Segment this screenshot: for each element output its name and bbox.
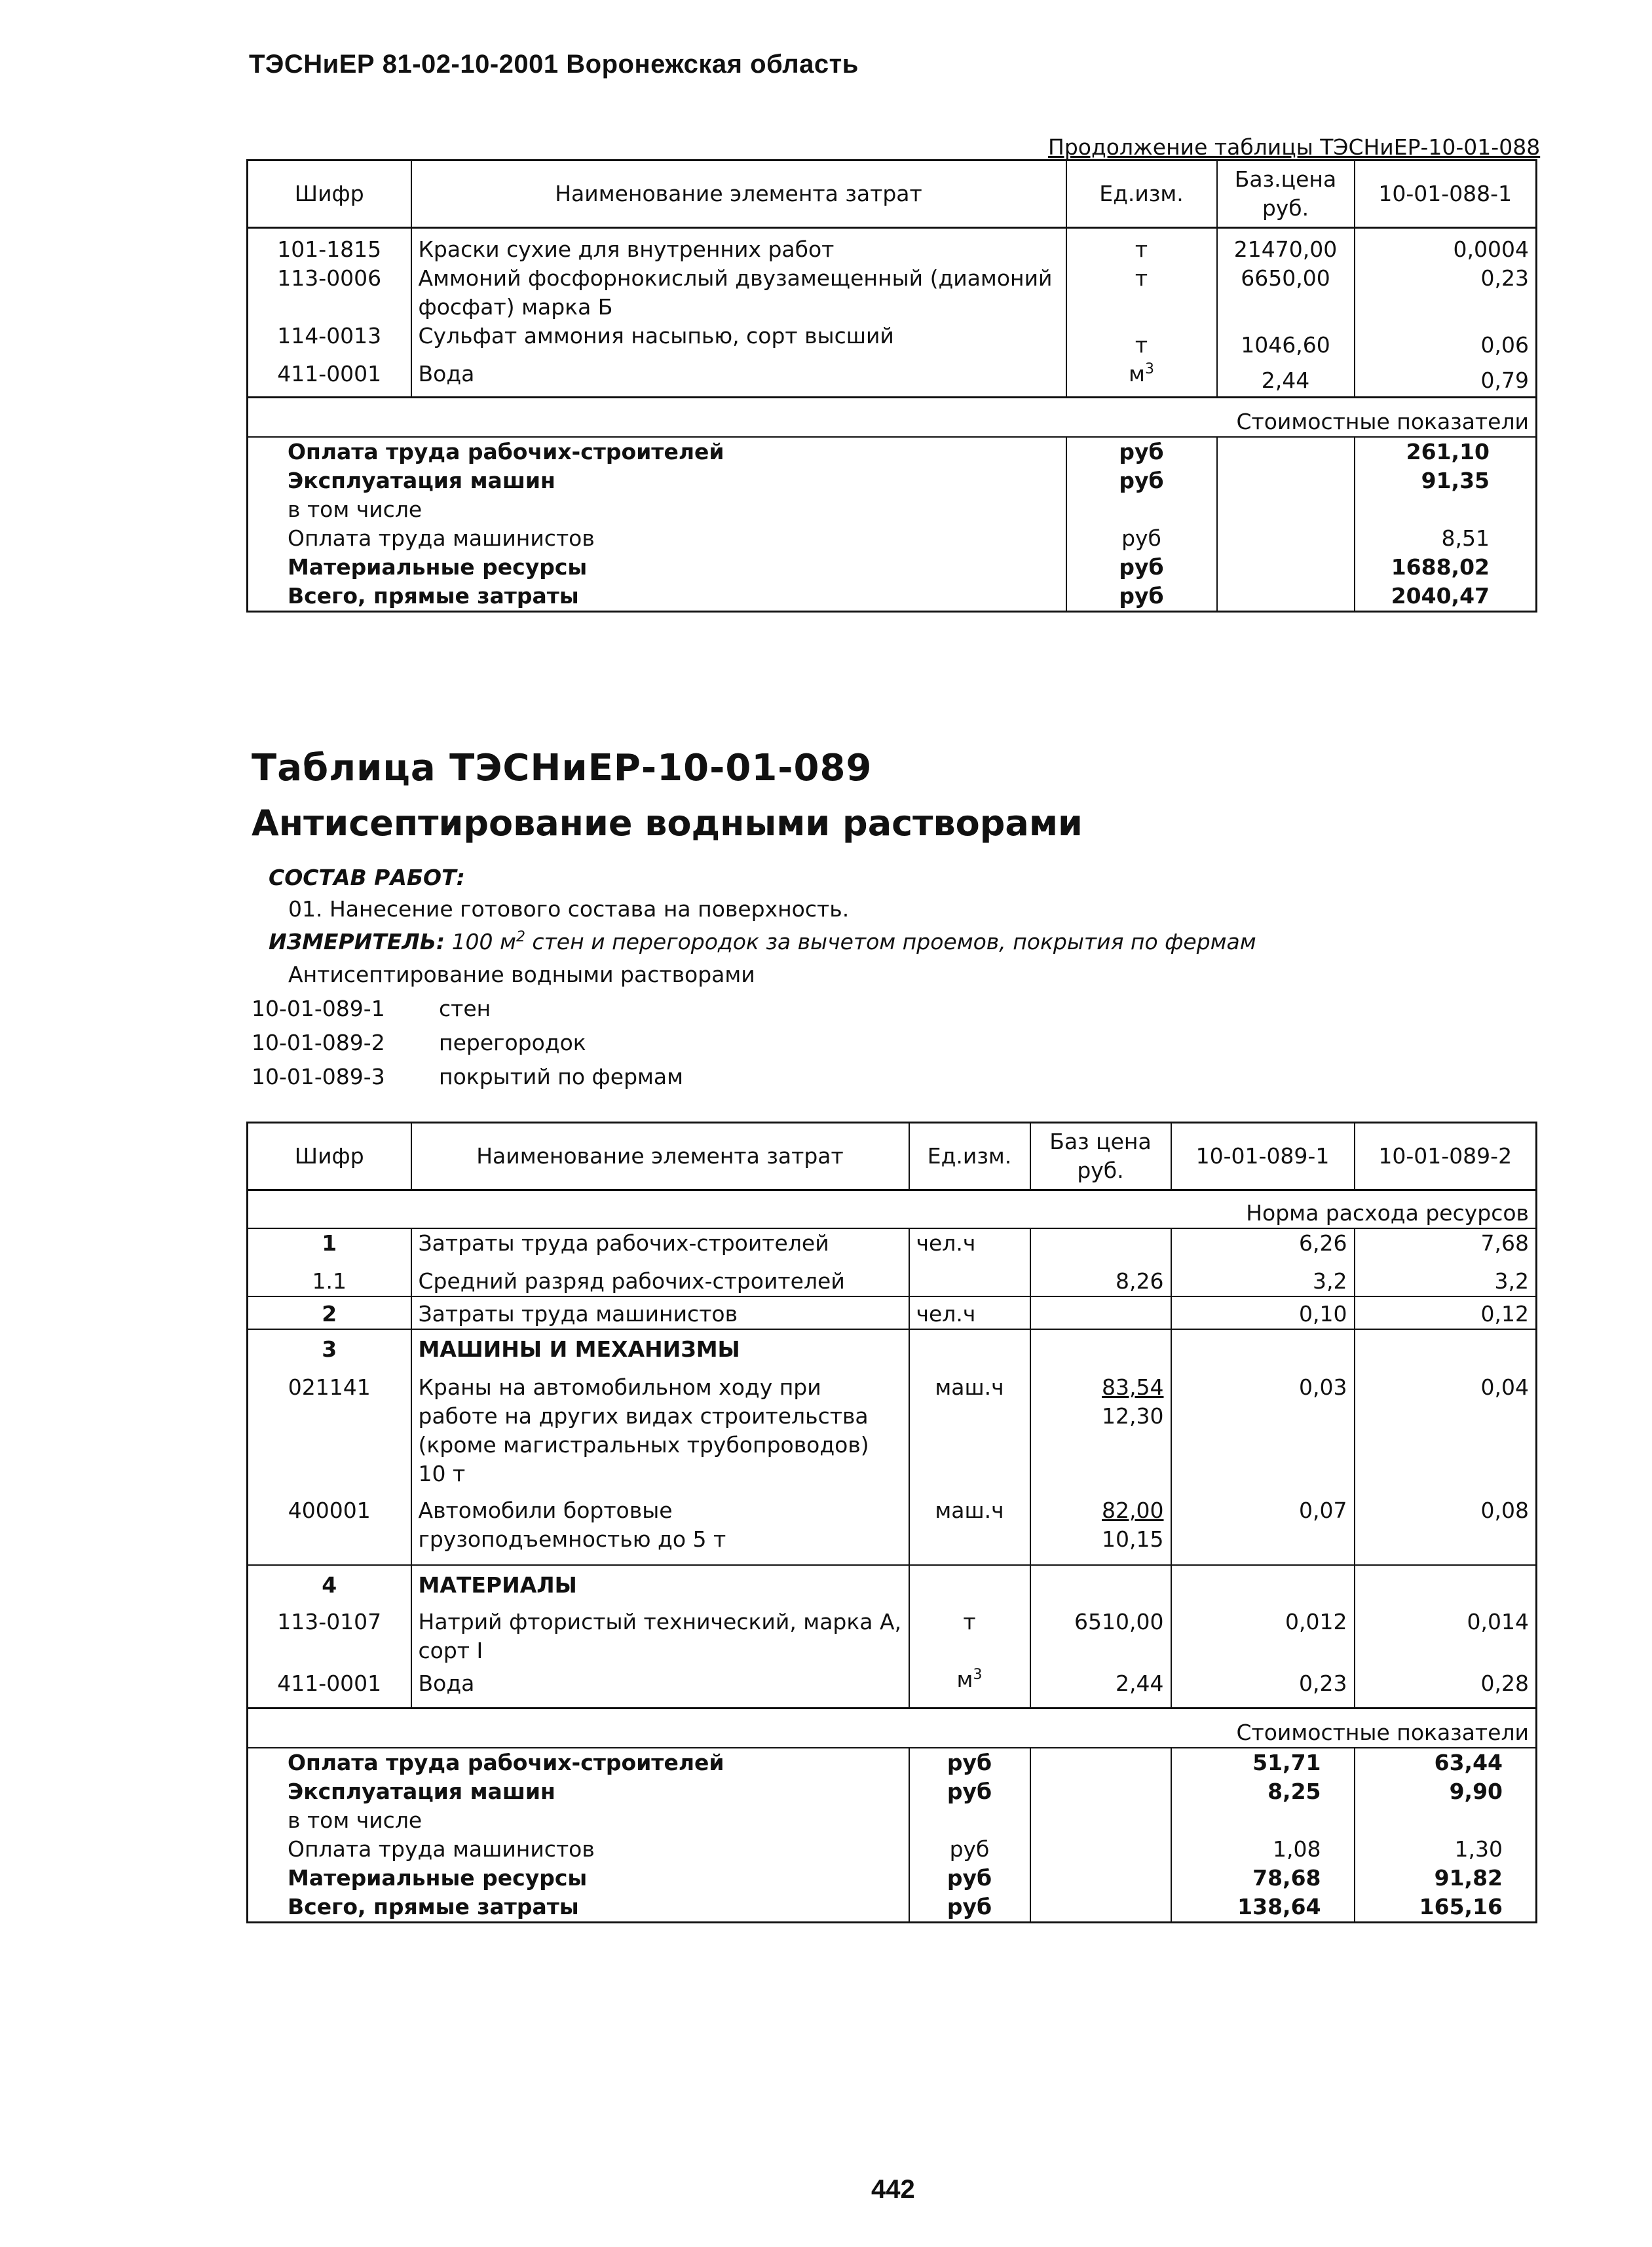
row-price bbox=[1030, 1565, 1171, 1600]
row-value-2: 0,28 bbox=[1355, 1665, 1537, 1709]
cost-value: 261,10 bbox=[1355, 437, 1537, 466]
cost-value-2: 165,16 bbox=[1355, 1893, 1537, 1923]
table-row bbox=[248, 264, 1537, 322]
cost-value-1: 51,71 bbox=[1171, 1748, 1355, 1777]
row-code: 4 bbox=[248, 1565, 411, 1600]
row-value-2 bbox=[1355, 1329, 1537, 1364]
row-price bbox=[1030, 1296, 1171, 1329]
cost-name: Эксплуатация машин bbox=[288, 468, 555, 493]
cost-row bbox=[248, 1835, 1537, 1864]
row-value-1 bbox=[1171, 1565, 1355, 1600]
section-description: Антисептирование водными растворами bbox=[288, 962, 755, 987]
row-value-1: 0,23 bbox=[1171, 1665, 1355, 1709]
cost-row bbox=[248, 582, 1537, 612]
section-subtitle: Антисептирование водными растворами bbox=[252, 802, 1083, 844]
row-name: Краны на автомобильном ходу при работе на других видах строительства (кроме магистральных трубопроводов) 10 т bbox=[411, 1364, 909, 1488]
empty-cell bbox=[1030, 1806, 1171, 1835]
price-machine: 83,54 bbox=[1102, 1374, 1164, 1400]
cost-row bbox=[248, 437, 1537, 466]
row-value-1: 6,26 bbox=[1171, 1228, 1355, 1258]
cost-name: Материальные ресурсы bbox=[288, 1865, 588, 1891]
cost-value: 1688,02 bbox=[1355, 553, 1537, 582]
row-name: Аммоний фосфорнокислый двузамещенный (диамоний фосфат) марка Б bbox=[411, 264, 1066, 322]
item-code: 10-01-089-1 bbox=[252, 996, 385, 1021]
col-header-value: 10-01-088-1 bbox=[1355, 160, 1537, 228]
row-code: 113-0107 bbox=[277, 1609, 382, 1634]
cost-value-1 bbox=[1171, 1806, 1355, 1835]
row-code: 411-0001 bbox=[277, 361, 382, 387]
table-row bbox=[248, 1665, 1537, 1709]
cost-row bbox=[248, 1777, 1537, 1806]
row-value: 0,23 bbox=[1355, 264, 1537, 322]
item-code: 10-01-089-2 bbox=[252, 1030, 385, 1055]
table-row bbox=[248, 1228, 1537, 1258]
cost-unit: руб bbox=[1066, 553, 1217, 582]
cost-heading: Стоимостные показатели bbox=[248, 398, 1537, 438]
empty-cell bbox=[1217, 582, 1355, 612]
table-row bbox=[248, 360, 1537, 398]
row-name: Сульфат аммония насыпью, сорт высший bbox=[411, 322, 1066, 360]
row-unit: маш.ч bbox=[909, 1488, 1030, 1565]
cost-unit bbox=[909, 1806, 1030, 1835]
cost-row bbox=[248, 553, 1537, 582]
cost-unit bbox=[1066, 495, 1217, 524]
table-row bbox=[248, 1488, 1537, 1565]
col-header-unit: Ед.изм. bbox=[1066, 160, 1217, 228]
cost-unit: руб bbox=[909, 1864, 1030, 1893]
row-value-2 bbox=[1355, 1565, 1537, 1600]
cost-name: Оплата труда рабочих-строителей bbox=[248, 437, 1066, 466]
row-price bbox=[1030, 1329, 1171, 1364]
row-price: 6650,00 bbox=[1217, 264, 1355, 322]
cost-value-2 bbox=[1355, 1806, 1537, 1835]
row-value-2: 3,2 bbox=[1355, 1258, 1537, 1296]
row-price: 21470,00 bbox=[1217, 228, 1355, 265]
empty-cell bbox=[1217, 524, 1355, 553]
row-value-2: 0,04 bbox=[1355, 1364, 1537, 1488]
cost-value: 91,35 bbox=[1355, 466, 1537, 495]
row-unit bbox=[909, 1258, 1030, 1296]
cost-row bbox=[248, 524, 1537, 553]
col-header-unit: Ед.изм. bbox=[909, 1123, 1030, 1190]
cost-heading-row bbox=[248, 398, 1537, 438]
row-name: Автомобили бортовые грузоподъемностью до 5 т bbox=[411, 1488, 909, 1565]
cost-value: 8,51 bbox=[1355, 524, 1537, 553]
row-code: 114-0013 bbox=[277, 323, 382, 349]
table-row bbox=[248, 322, 1537, 360]
row-code: 3 bbox=[248, 1329, 411, 1364]
row-value-1: 0,10 bbox=[1171, 1296, 1355, 1329]
table-row bbox=[248, 1364, 1537, 1488]
cost-row bbox=[248, 495, 1537, 524]
table-row bbox=[248, 1258, 1537, 1296]
row-name: МАШИНЫ И МЕХАНИЗМЫ bbox=[411, 1329, 909, 1364]
row-price bbox=[1030, 1488, 1171, 1565]
col-header-code: Шифр bbox=[248, 1123, 411, 1190]
table-row bbox=[248, 1600, 1537, 1665]
cost-unit: руб bbox=[909, 1777, 1030, 1806]
cost-unit: руб bbox=[1066, 437, 1217, 466]
col-header-code: Шифр bbox=[248, 160, 411, 228]
row-unit: т bbox=[1066, 228, 1217, 265]
empty-cell bbox=[1030, 1777, 1171, 1806]
norm-heading: Норма расхода ресурсов bbox=[1246, 1200, 1529, 1226]
row-unit: чел.ч bbox=[909, 1228, 1030, 1258]
norm-heading-row bbox=[248, 1190, 1537, 1229]
row-value-2: 0,08 bbox=[1355, 1488, 1537, 1565]
meter-line: ИЗМЕРИТЕЛЬ: 100 $м^2$ стен и перегородок за вычетом проемов, покрытия по фермам bbox=[269, 929, 1256, 954]
cost-name: Всего, прямые затраты bbox=[288, 1894, 579, 1919]
row-name: МАТЕРИАЛЫ bbox=[411, 1565, 909, 1600]
row-price bbox=[1030, 1228, 1171, 1258]
table-header-row bbox=[248, 1123, 1537, 1190]
row-price: 1046,60 bbox=[1217, 322, 1355, 360]
cost-value-1: 8,25 bbox=[1171, 1777, 1355, 1806]
works-item: 01. Нанесение готового состава на поверхность. bbox=[288, 896, 850, 922]
empty-cell bbox=[1217, 466, 1355, 495]
row-value-1: 3,2 bbox=[1171, 1258, 1355, 1296]
col-header-value-1: 10-01-089-1 bbox=[1171, 1123, 1355, 1190]
row-value-2: 0,12 bbox=[1355, 1296, 1537, 1329]
item-label: стен bbox=[439, 996, 491, 1021]
row-value: 0,0004 bbox=[1355, 228, 1537, 265]
row-code: 400001 bbox=[288, 1498, 371, 1523]
table-row bbox=[248, 1565, 1537, 1600]
price-labor: 10,15 bbox=[1102, 1526, 1164, 1552]
cost-unit: руб bbox=[909, 1835, 1030, 1864]
cost-value-2: 91,82 bbox=[1355, 1864, 1537, 1893]
cost-row bbox=[248, 1748, 1537, 1777]
row-name: Натрий фтористый технический, марка А, сорт I bbox=[411, 1600, 909, 1665]
row-unit bbox=[909, 1565, 1030, 1600]
cost-value-2: 9,90 bbox=[1355, 1777, 1537, 1806]
cost-row bbox=[248, 466, 1537, 495]
cost-unit: руб bbox=[909, 1748, 1030, 1777]
cost-name: Оплата труда машинистов bbox=[288, 525, 595, 551]
cost-name: Всего, прямые затраты bbox=[288, 583, 579, 609]
col-header-price: Баз цена руб. bbox=[1030, 1123, 1171, 1190]
row-unit: $м^3$ bbox=[1066, 360, 1217, 398]
empty-cell bbox=[1030, 1835, 1171, 1864]
row-name: Затраты труда рабочих-строителей bbox=[411, 1228, 909, 1258]
table-10-01-089 bbox=[246, 1122, 1537, 1923]
row-value-1: 0,03 bbox=[1171, 1364, 1355, 1488]
price-labor: 12,30 bbox=[1102, 1403, 1164, 1429]
row-unit: т bbox=[1066, 322, 1217, 360]
meter-text: 100 м bbox=[451, 929, 516, 954]
row-name: Вода bbox=[411, 1665, 909, 1709]
table-row bbox=[248, 228, 1537, 265]
cost-name: Эксплуатация машин bbox=[288, 1779, 555, 1804]
row-code: 411-0001 bbox=[277, 1671, 382, 1696]
cost-name: в том числе bbox=[288, 497, 422, 522]
works-label: СОСТАВ РАБОТ: bbox=[269, 865, 465, 890]
document-header: ТЭСНиЕР 81-02-10-2001 Воронежская область bbox=[249, 50, 859, 79]
row-price: 8,26 bbox=[1030, 1258, 1171, 1296]
table-header-row bbox=[248, 160, 1537, 228]
cost-value-1: 138,64 bbox=[1171, 1893, 1355, 1923]
table-row bbox=[248, 1296, 1537, 1329]
cost-value-2: 63,44 bbox=[1355, 1748, 1537, 1777]
cost-name: Оплата труда рабочих-строителей bbox=[248, 1748, 909, 1777]
row-code: 113-0006 bbox=[277, 265, 382, 291]
row-name: Вода bbox=[411, 360, 1066, 398]
row-unit: $м^3$ bbox=[909, 1665, 1030, 1709]
row-value-2: 7,68 bbox=[1355, 1228, 1537, 1258]
row-price: 6510,00 bbox=[1030, 1600, 1171, 1665]
row-code: 101-1815 bbox=[277, 236, 382, 262]
row-unit bbox=[909, 1329, 1030, 1364]
table-continuation-label: Продолжение таблицы ТЭСНиЕР-10-01-088 bbox=[1048, 134, 1541, 160]
table-row bbox=[248, 1329, 1537, 1364]
item-code: 10-01-089-3 bbox=[252, 1064, 385, 1089]
page-number: 442 bbox=[871, 2175, 915, 2204]
cost-unit: руб bbox=[1066, 582, 1217, 612]
cost-value: 2040,47 bbox=[1355, 582, 1537, 612]
cost-unit: руб bbox=[909, 1893, 1030, 1923]
empty-cell bbox=[1030, 1864, 1171, 1893]
price-machine: 82,00 bbox=[1102, 1498, 1164, 1523]
cost-unit: руб bbox=[1066, 524, 1217, 553]
meter-text-rest: стен и перегородок за вычетом проемов, покрытия по фермам bbox=[525, 929, 1256, 954]
row-code: 1 bbox=[248, 1228, 411, 1258]
empty-cell bbox=[1217, 553, 1355, 582]
item-label: покрытий по фермам bbox=[439, 1064, 684, 1089]
row-code: 1.1 bbox=[312, 1268, 347, 1294]
table-10-01-088 bbox=[246, 159, 1537, 613]
empty-cell bbox=[1030, 1893, 1171, 1923]
cost-heading-row bbox=[248, 1709, 1537, 1748]
cost-row bbox=[248, 1806, 1537, 1835]
row-value-2: 0,014 bbox=[1355, 1600, 1537, 1665]
cost-heading: Стоимостные показатели bbox=[248, 1709, 1537, 1748]
cost-name: Материальные ресурсы bbox=[288, 554, 588, 580]
row-unit: т bbox=[1066, 264, 1217, 322]
row-value-1 bbox=[1171, 1329, 1355, 1364]
section-title: Таблица ТЭСНиЕР-10-01-089 bbox=[252, 747, 873, 789]
row-value: 0,06 bbox=[1355, 322, 1537, 360]
cost-row bbox=[248, 1893, 1537, 1923]
row-name: Средний разряд рабочих-строителей bbox=[411, 1258, 909, 1296]
col-header-name: Наименование элемента затрат bbox=[411, 1123, 909, 1190]
row-name: Краски сухие для внутренних работ bbox=[411, 228, 1066, 265]
cost-value-2: 1,30 bbox=[1355, 1835, 1537, 1864]
cost-value bbox=[1355, 495, 1537, 524]
cost-value-1: 1,08 bbox=[1171, 1835, 1355, 1864]
row-unit: маш.ч bbox=[909, 1364, 1030, 1488]
cost-unit: руб bbox=[1066, 466, 1217, 495]
row-name: Затраты труда машинистов bbox=[411, 1296, 909, 1329]
cost-name: Оплата труда машинистов bbox=[288, 1836, 595, 1862]
col-header-price: Баз.цена руб. bbox=[1217, 160, 1355, 228]
empty-cell bbox=[1217, 495, 1355, 524]
row-price: 2,44 bbox=[1217, 360, 1355, 398]
row-code: 2 bbox=[248, 1296, 411, 1329]
col-header-name: Наименование элемента затрат bbox=[411, 160, 1066, 228]
row-value: 0,79 bbox=[1355, 360, 1537, 398]
row-price bbox=[1030, 1364, 1171, 1488]
empty-cell bbox=[1030, 1748, 1171, 1777]
row-code: 021141 bbox=[288, 1374, 371, 1400]
col-header-value-2: 10-01-089-2 bbox=[1355, 1123, 1537, 1190]
row-value-1: 0,07 bbox=[1171, 1488, 1355, 1565]
row-value-1: 0,012 bbox=[1171, 1600, 1355, 1665]
empty-cell bbox=[1217, 437, 1355, 466]
row-unit: чел.ч bbox=[909, 1296, 1030, 1329]
cost-row bbox=[248, 1864, 1537, 1893]
item-label: перегородок bbox=[439, 1030, 586, 1055]
cost-name: в том числе bbox=[288, 1807, 422, 1833]
meter-label: ИЗМЕРИТЕЛЬ: bbox=[269, 929, 445, 954]
cost-value-1: 78,68 bbox=[1171, 1864, 1355, 1893]
row-unit: т bbox=[909, 1600, 1030, 1665]
row-price: 2,44 bbox=[1030, 1665, 1171, 1709]
